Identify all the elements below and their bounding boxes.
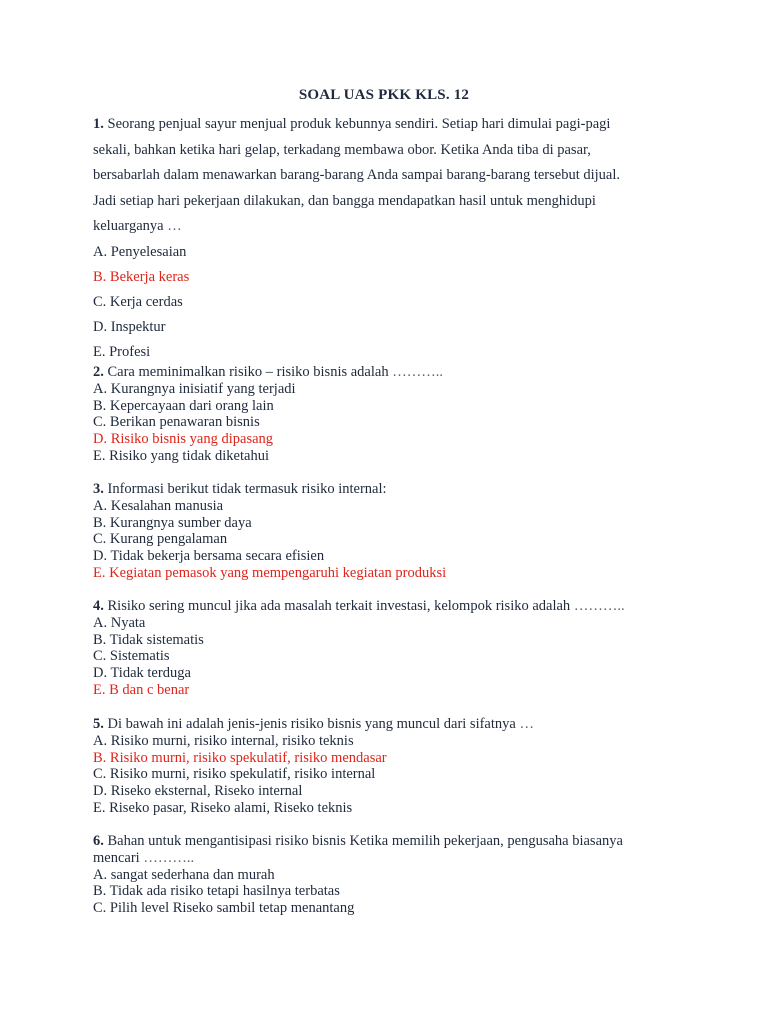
option-c: C. Pilih level Riseko sambil tetap menantang [93,900,355,917]
option-e-correct: E. B dan c benar [93,681,190,698]
question-1 [93,112,693,365]
option-b-correct: B. Risiko murni, risiko spekulatif, risiko mendasar [93,749,387,766]
option-d: D. Riseko eksternal, Riseko internal [93,783,303,800]
option-a: A. sangat sederhana dan murah [93,866,275,883]
question-6 [93,833,703,917]
option-a: A. Kurangnya inisiatif yang terjadi [93,380,296,397]
option-a: A. Risiko murni, risiko internal, risiko teknis [93,732,354,749]
answer-blank: ……….. [392,364,443,380]
question-3-text [93,481,703,498]
option-e-correct: E. Kegiatan pemasok yang mempengaruhi kegiatan produksi [93,564,447,581]
option-c: C. Risiko murni, risiko spekulatif, risiko internal [93,766,376,783]
question-text: Informasi berikut tidak termasuk risiko internal: [107,481,387,497]
question-text: Risiko sering muncul jika ada masalah terkait investasi, kelompok risiko adalah [107,598,571,614]
question-4 [93,598,703,699]
question-number: 5. [93,716,104,732]
question-text: Seorang penjual sayur menjual produk kebunnya sendiri. Setiap hari dimulai pagi-pagi [107,116,611,132]
question-number: 6. [93,833,104,849]
question-5 [93,716,703,817]
question-number: 3. [93,481,104,497]
option-a: A. Penyelesaian [93,243,187,260]
question-1-text-line [93,112,693,138]
option-a: A. Kesalahan manusia [93,497,224,514]
question-number: 2. [93,364,104,380]
option-a: A. Nyata [93,614,146,631]
option-b: B. Kepercayaan dari orang lain [93,397,274,414]
option-d: D. Inspektur [93,318,166,335]
question-1-text-line: sekali, bahkan ketika hari gelap, terkadang membawa obor. Ketika Anda tiba di pasar, [93,141,591,158]
question-1-text-line: Jadi setiap hari pekerjaan dilakukan, dan bangga mendapatkan hasil untuk menghidupi [93,192,596,209]
option-d: D. Tidak bekerja bersama secara efisien [93,548,325,565]
option-c: C. Berikan penawaran bisnis [93,414,260,431]
option-c: C. Kerja cerdas [93,293,183,310]
question-number: 4. [93,598,104,614]
option-d: D. Tidak terduga [93,665,191,682]
option-d-correct: D. Risiko bisnis yang dipasang [93,431,274,448]
answer-blank: ……….. [573,598,625,614]
question-4-text [93,598,703,615]
option-e: E. Risiko yang tidak diketahui [93,447,269,464]
answer-blank: ……….. [143,849,195,866]
option-e: E. Riseko pasar, Riseko alami, Riseko teknis [93,799,353,816]
question-3 [93,481,703,582]
question-2 [93,364,703,465]
option-c: C. Kurang pengalaman [93,531,228,548]
question-1-text-line [93,214,693,240]
question-number: 1. [93,116,104,132]
option-e: E. Profesi [93,343,151,360]
question-1-text-line: bersabarlah dalam menawarkan barang-barang Anda sampai barang-barang tersebut dijual. [93,167,621,183]
question-2-text [93,364,703,381]
option-b: B. Tidak ada risiko tetapi hasilnya terbatas [93,883,340,900]
page-title: SOAL UAS PKK KLS. 12 [298,87,470,103]
question-6-text [93,833,703,850]
option-b: B. Kurangnya sumber daya [93,514,252,531]
question-text: Di bawah ini adalah jenis-jenis risiko bisnis yang muncul dari sifatnya [107,716,516,732]
question-text: Cara meminimalkan risiko – risiko bisnis adalah [107,364,389,380]
option-b: B. Tidak sistematis [93,631,204,648]
question-text: mencari [93,849,140,866]
option-b-correct: B. Bekerja keras [93,268,190,285]
question-5-text [93,716,703,733]
option-c: C. Sistematis [93,648,170,665]
question-6-text [93,850,703,867]
question-text: Bahan untuk mengantisipasi risiko bisnis Ketika memilih pekerjaan, pengusaha biasanya [107,833,623,849]
question-text: keluarganya [93,218,164,234]
answer-blank: … [519,716,534,732]
answer-blank: … [167,218,182,234]
